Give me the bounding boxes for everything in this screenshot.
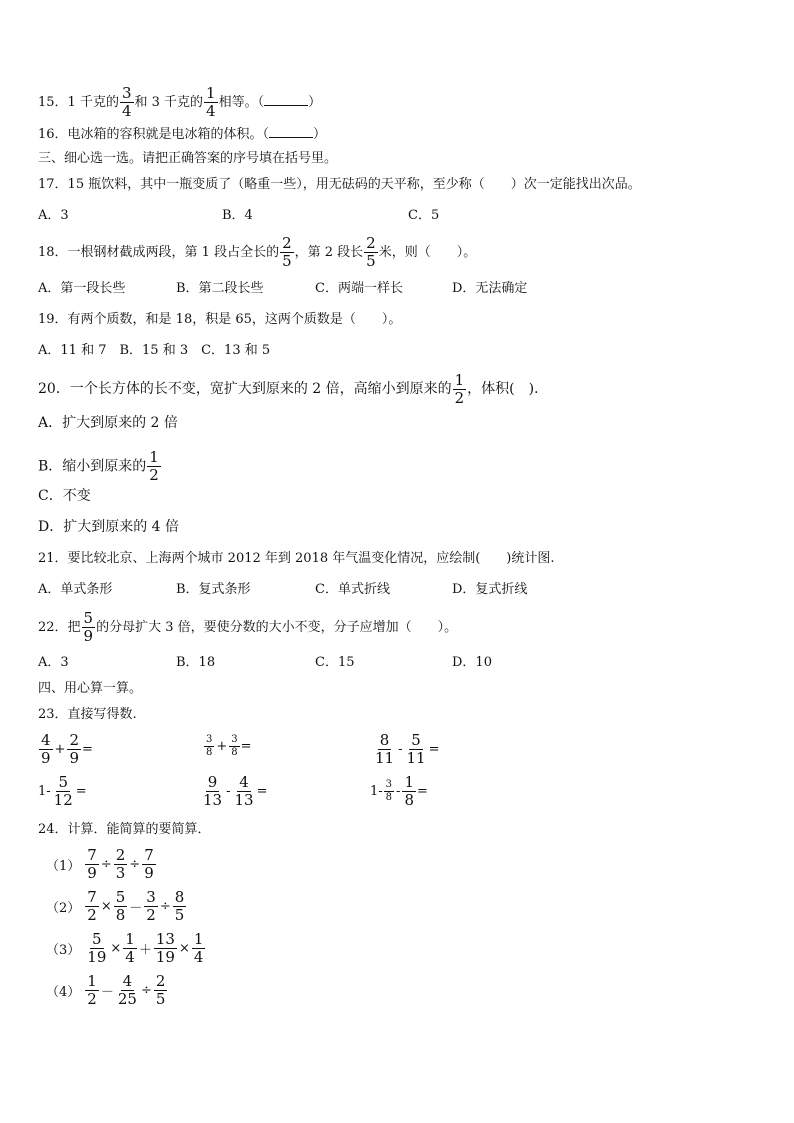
q20-option-c[interactable]: C．不变 bbox=[38, 488, 91, 504]
q21-option-d[interactable]: D．复式折线 bbox=[452, 582, 528, 597]
question-19: 19．有两个质数，和是 18，积是 65，这两个质数是（ ）。 bbox=[38, 312, 402, 327]
section-4-heading: 四、用心算一算。 bbox=[38, 681, 143, 696]
q23-expr-5: $\frac{9}{13}$ - $\frac{4}{13}$ = bbox=[203, 773, 268, 809]
section-3-heading: 三、细心选一选。请把正确答案的序号填在括号里。 bbox=[38, 151, 338, 166]
q23-expr-2: $\frac{3}{8}$ + $\frac{3}{8}$ = bbox=[206, 734, 252, 758]
q17-option-c[interactable]: C．5 bbox=[408, 208, 440, 223]
q22-option-a[interactable]: A．3 bbox=[38, 655, 69, 670]
question-22 bbox=[38, 611, 457, 644]
q18-option-b[interactable]: B．第二段长些 bbox=[176, 281, 264, 296]
q15-number: 15． bbox=[38, 95, 68, 110]
q21-option-a[interactable]: A．单式条形 bbox=[38, 582, 113, 597]
q15-text-b: 和 3 千克的 bbox=[134, 95, 204, 110]
q15-fraction-1: $\frac{3}{4}$ bbox=[121, 84, 132, 120]
q20-option-a[interactable]: A．扩大到原来的 2 倍 bbox=[38, 415, 178, 431]
q18-text-b: ，第 2 段长 bbox=[294, 245, 364, 260]
q17-option-b[interactable]: B．4 bbox=[222, 208, 253, 223]
question-17: 17．15 瓶饮料，其中一瓶变质了（略重一些），用无砝码的天平称，至少称（ ）次一定能找出次品。 bbox=[38, 177, 641, 192]
q21-option-b[interactable]: B．复式条形 bbox=[176, 582, 251, 597]
q18-fraction-1: $\frac{2}{5}$ bbox=[282, 234, 292, 270]
q19-options[interactable]: A．11 和 7 B．15 和 3 C．13 和 5 bbox=[38, 343, 271, 358]
q21-option-c[interactable]: C．单式折线 bbox=[315, 582, 390, 597]
q18-option-d[interactable]: D．无法确定 bbox=[452, 281, 528, 296]
q22-fraction: $\frac{5}{9}$ bbox=[83, 609, 94, 645]
q24-problem-3: （3） $\frac{5}{19}$ × $\frac{1}{4}$ ＋ $\frac{13}{19}$ × $\frac{1}{4}$ bbox=[46, 930, 204, 966]
q18-fraction-2: $\frac{2}{5}$ bbox=[366, 234, 376, 270]
q24-problem-4: （4） $\frac{1}{2}$ － $\frac{4}{25}$ ÷ $\frac{2}{5}$ bbox=[46, 972, 166, 1008]
q16-close-paren: ） bbox=[313, 127, 327, 142]
q18-text-a: 18．一根钢材截成两段，第 1 段占全长的 bbox=[38, 245, 280, 260]
q15-fraction-2: $\frac{1}{4}$ bbox=[206, 84, 216, 120]
q16-text: 16．电冰箱的容积就是电冰箱的体积。（ bbox=[38, 127, 270, 142]
q20-text-a: 20．一个长方体的长不变，宽扩大到原来的 2 倍，高缩小到原来的 bbox=[38, 381, 452, 397]
q18-text-c: 米，则（ ）。 bbox=[378, 245, 477, 260]
q15-close-paren: ） bbox=[308, 95, 322, 110]
question-15 bbox=[38, 86, 321, 119]
q22-option-c[interactable]: C．15 bbox=[315, 655, 355, 670]
q20-text-b: ，体积( )． bbox=[467, 381, 549, 397]
question-16 bbox=[38, 125, 326, 143]
q18-option-a[interactable]: A．第一段长些 bbox=[38, 281, 126, 296]
q22-option-b[interactable]: B．18 bbox=[176, 655, 216, 670]
q20-option-b-fraction: $\frac{1}{2}$ bbox=[149, 448, 159, 484]
q22-text-b: 的分母扩大 3 倍，要使分数的大小不变，分子应增加（ ）。 bbox=[96, 620, 458, 635]
q16-answer-blank[interactable] bbox=[269, 125, 313, 138]
q18-option-c[interactable]: C．两端一样长 bbox=[315, 281, 403, 296]
q23-expr-3: $\frac{8}{11}$ - $\frac{5}{11}$ = bbox=[375, 731, 440, 767]
q22-option-d[interactable]: D．10 bbox=[452, 655, 492, 670]
question-18 bbox=[38, 236, 476, 269]
q15-answer-blank[interactable] bbox=[264, 93, 308, 106]
q23-expr-4: 1- $\frac{5}{12}$ = bbox=[38, 773, 87, 809]
question-21: 21．要比较北京、上海两个城市 2012 年到 2018 年气温变化情况，应绘制( )统计图. bbox=[38, 551, 555, 566]
q20-fraction: $\frac{1}{2}$ bbox=[454, 370, 465, 407]
q17-option-a[interactable]: A．3 bbox=[38, 208, 69, 223]
question-20 bbox=[38, 372, 548, 406]
question-24-title: 24．计算．能简算的要简算． bbox=[38, 822, 211, 837]
q24-problem-2: （2） $\frac{7}{2}$ × $\frac{5}{8}$ － $\frac{3}{2}$ ÷ $\frac{8}{5}$ bbox=[46, 888, 185, 924]
q20-option-d[interactable]: D．扩大到原来的 4 倍 bbox=[38, 519, 180, 535]
question-23-title: 23．直接写得数. bbox=[38, 707, 137, 722]
q23-expr-1: $\frac{4}{9}$ + $\frac{2}{9}$ = bbox=[41, 731, 93, 767]
q20-option-b-text: B．缩小到原来的 bbox=[38, 458, 147, 475]
q22-text-a: 22．把 bbox=[38, 620, 81, 635]
q15-text-a: 1 千克的 bbox=[67, 95, 119, 110]
q24-problem-1: （1） $\frac{7}{9}$ ÷ $\frac{2}{3}$ ÷ $\frac{7}{9}$ bbox=[46, 846, 154, 882]
q23-expr-6: 1- $\frac{3}{8}$ - $\frac{1}{8}$ = bbox=[370, 773, 428, 809]
q20-option-b[interactable] bbox=[38, 450, 162, 483]
q15-text-c: 相等。（ bbox=[218, 95, 265, 110]
